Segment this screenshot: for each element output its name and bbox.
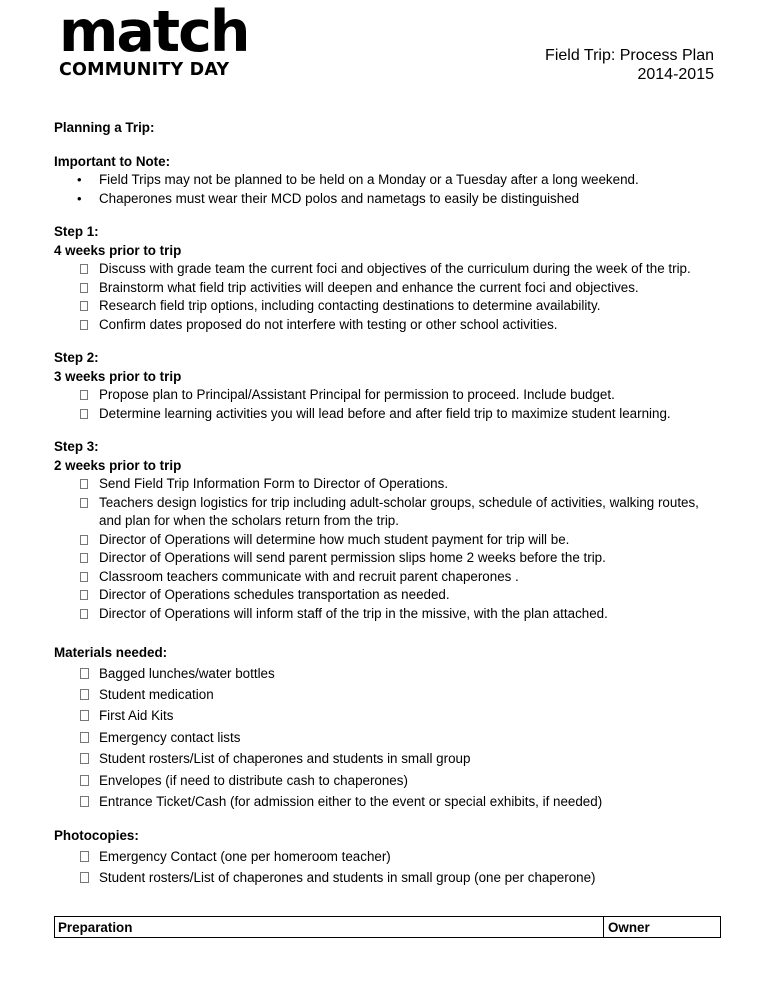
match-community-day-logo xyxy=(59,0,249,80)
logo-subtitle: COMMUNITY DAY xyxy=(59,60,230,80)
owner-column-header: Owner xyxy=(603,917,720,937)
checkbox-icon xyxy=(80,851,89,862)
checkbox-icon xyxy=(80,264,88,274)
step-1-checklist xyxy=(54,260,724,334)
checkbox-icon xyxy=(80,409,88,419)
checklist-item: Director of Operations schedules transportation as needed. xyxy=(54,586,724,605)
checkbox-icon xyxy=(80,320,88,330)
checkbox-icon xyxy=(80,872,89,883)
checkbox-icon xyxy=(80,775,89,786)
checklist-item: Research field trip options, including contacting destinations to determine availability. xyxy=(54,297,724,316)
checklist-item: Student rosters/List of chaperones and students in small group (one per chaperone) xyxy=(54,867,724,888)
checkbox-icon xyxy=(80,668,89,679)
materials-heading: Materials needed: xyxy=(54,645,168,660)
checklist-item: Student medication xyxy=(54,684,724,705)
photocopies-heading: Photocopies: xyxy=(54,828,139,844)
checkbox-icon xyxy=(80,590,88,600)
checkbox-icon xyxy=(80,301,88,311)
checkbox-icon xyxy=(80,689,89,700)
document-header xyxy=(545,46,714,84)
checkbox-icon xyxy=(80,498,88,508)
materials-checklist xyxy=(54,663,724,813)
step-3-label: Step 3: xyxy=(54,439,99,454)
preparation-table-header xyxy=(54,916,721,938)
checkbox-icon xyxy=(80,283,88,293)
step-3-timing: 2 weeks prior to trip xyxy=(54,457,182,473)
checkbox-icon xyxy=(80,796,89,807)
checklist-item: Director of Operations will determine how much student payment for trip will be. xyxy=(54,531,724,550)
important-item: • Chaperones must wear their MCD polos and nametags to easily be distinguished xyxy=(54,190,724,209)
step-1-timing: 4 weeks prior to trip xyxy=(54,242,182,258)
checklist-item: Emergency Contact (one per homeroom teacher) xyxy=(54,846,724,867)
checklist-item: Classroom teachers communicate with and recruit parent chaperones . xyxy=(54,568,724,587)
checklist-item: Director of Operations will send parent permission slips home 2 weeks before the trip. xyxy=(54,549,724,568)
checkbox-icon xyxy=(80,753,89,764)
checkbox-icon xyxy=(80,553,88,563)
checklist-item: Director of Operations will inform staff of the trip in the missive, with the plan attached. xyxy=(54,605,724,624)
checklist-item: Teachers design logistics for trip including adult-scholar groups, schedule of activities, walking routes, and plan for when the scholars return from the trip. xyxy=(54,494,724,531)
checklist-item: Student rosters/List of chaperones and students in small group xyxy=(54,748,724,769)
document-body xyxy=(54,119,724,889)
preparation-column-header: Preparation xyxy=(58,920,133,935)
important-item: • Field Trips may not be planned to be held on a Monday or a Tuesday after a long weekend. xyxy=(54,171,724,190)
step-3-checklist xyxy=(54,475,724,623)
important-list xyxy=(54,171,724,208)
checkbox-icon xyxy=(80,732,89,743)
document-year: 2014-2015 xyxy=(637,66,714,83)
planning-heading: Planning a Trip: xyxy=(54,120,155,135)
checklist-item: Propose plan to Principal/Assistant Principal for permission to proceed. Include budget. xyxy=(54,386,724,405)
photocopies-checklist xyxy=(54,846,724,889)
checklist-item: Envelopes (if need to distribute cash to chaperones) xyxy=(54,770,724,791)
checklist-item: Send Field Trip Information Form to Director of Operations. xyxy=(54,475,724,494)
checkbox-icon xyxy=(80,535,88,545)
checkbox-icon xyxy=(80,479,88,489)
checkbox-icon xyxy=(80,710,89,721)
step-2-checklist xyxy=(54,386,724,423)
checklist-item: Discuss with grade team the current foci and objectives of the curriculum during the week of the trip. xyxy=(54,260,724,279)
step-1-label: Step 1: xyxy=(54,224,99,239)
checkbox-icon xyxy=(80,390,88,400)
step-2-label: Step 2: xyxy=(54,350,99,365)
checkbox-icon xyxy=(80,609,88,619)
step-2-timing: 3 weeks prior to trip xyxy=(54,368,182,384)
checkbox-icon xyxy=(80,572,88,582)
checklist-item: Confirm dates proposed do not interfere with testing or other school activities. xyxy=(54,316,724,335)
checklist-item: Entrance Ticket/Cash (for admission either to the event or special exhibits, if needed) xyxy=(54,791,724,812)
document-title: Field Trip: Process Plan xyxy=(545,47,714,64)
checklist-item: Emergency contact lists xyxy=(54,727,724,748)
checklist-item: Brainstorm what field trip activities will deepen and enhance the current foci and objectives. xyxy=(54,279,724,298)
checklist-item: Bagged lunches/water bottles xyxy=(54,663,724,684)
logo-wordmark: match xyxy=(59,0,249,65)
checklist-item: Determine learning activities you will lead before and after field trip to maximize student learning. xyxy=(54,405,724,424)
important-heading: Important to Note: xyxy=(54,153,171,169)
checklist-item: First Aid Kits xyxy=(54,705,724,726)
